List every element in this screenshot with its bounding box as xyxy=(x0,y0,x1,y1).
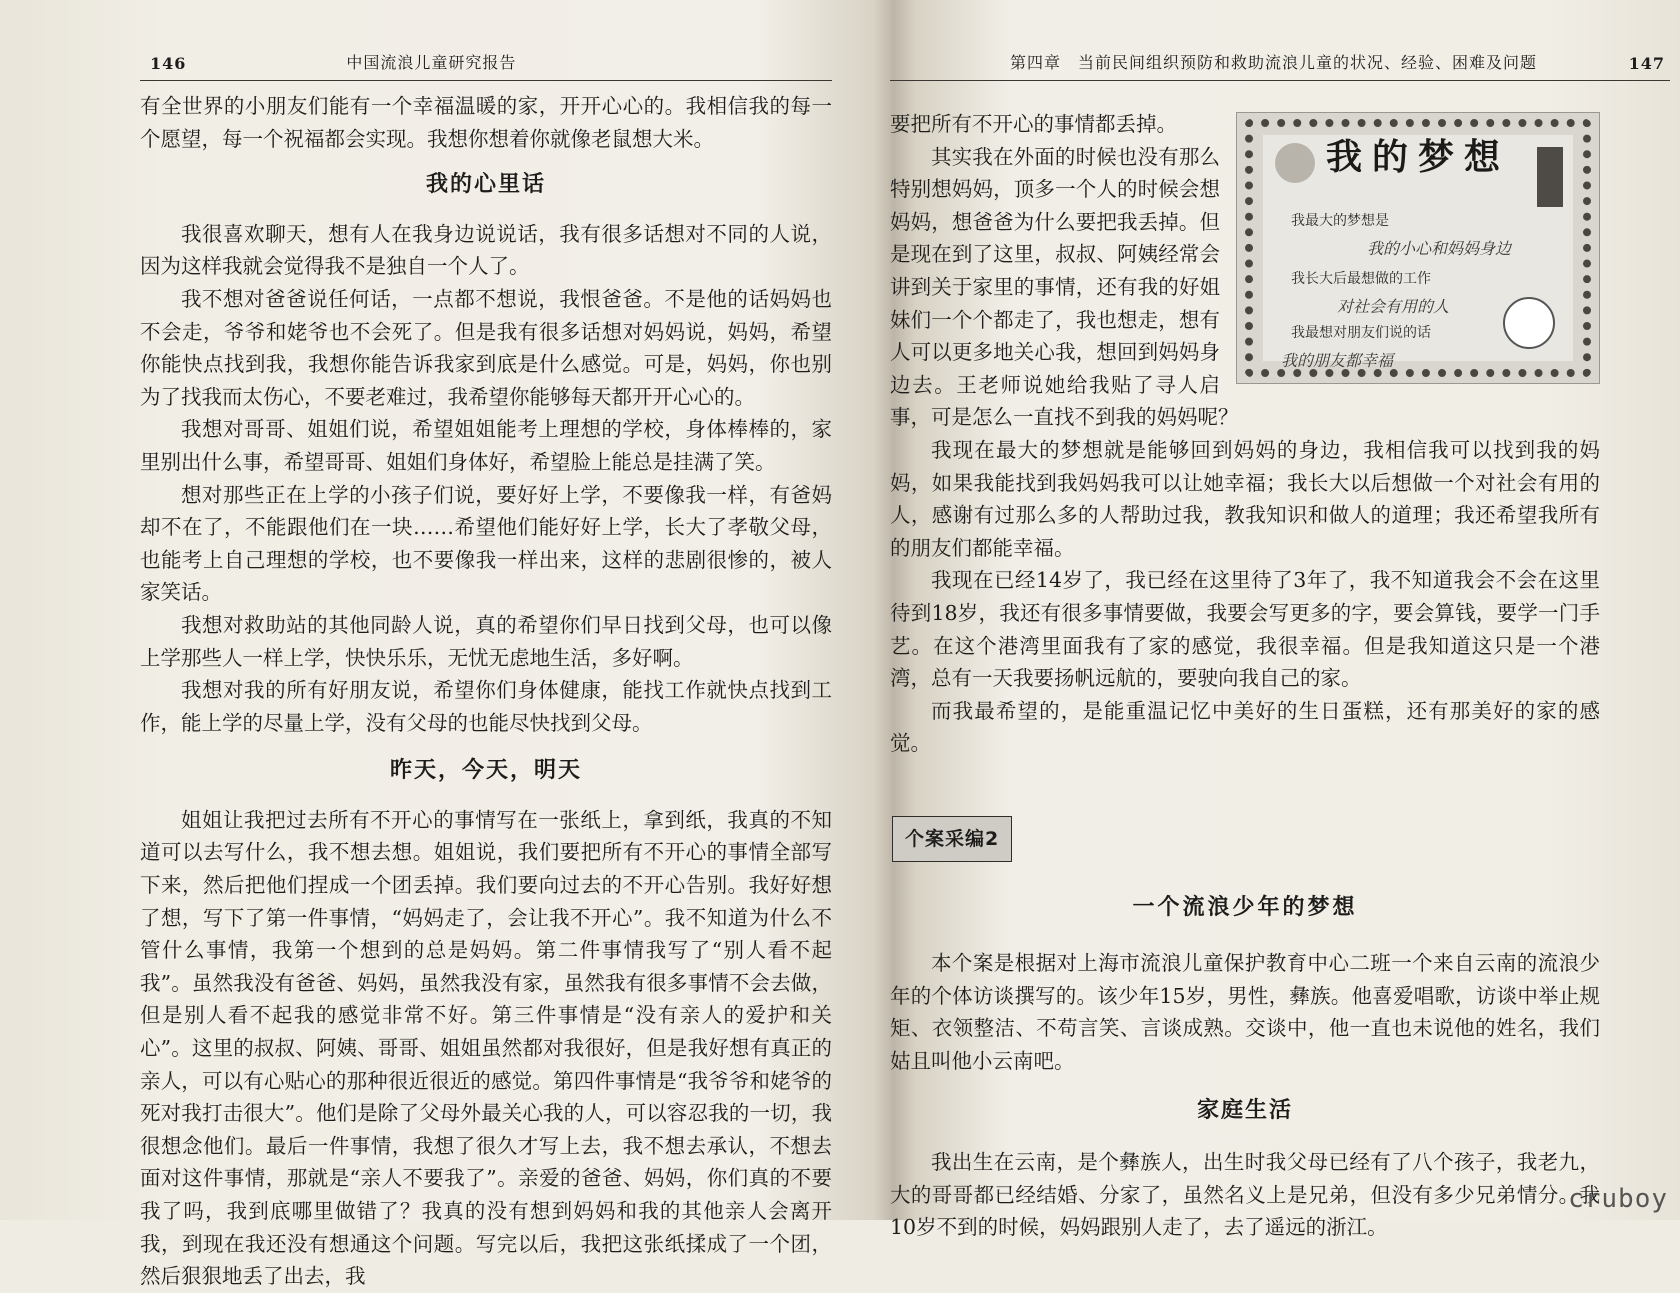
text-with-figure xyxy=(890,108,1600,434)
section-heading-1: 我的心里话 xyxy=(425,172,546,198)
dream-card-title: 我的梦想 xyxy=(1325,136,1510,178)
case-title: 一个流浪少年的梦想 xyxy=(1132,895,1358,921)
paragraph: 我不想对爸爸说任何话，一点都不想说，我恨爸爸。不是他的话妈妈也不会走，爷爷和姥爷也不会死了。但是我有很多话想对妈妈说，妈妈，希望你能快点找到我，我想你能告诉我家到底是什么感觉。可是，妈妈，你也别为了找我而太伤心，不要老难过，我希望你能够每天都开开心心的。 xyxy=(140,286,832,409)
left-body-text xyxy=(140,90,832,1293)
left-opening-paragraph: 有全世界的小朋友们能有一个幸福温暖的家，开开心心的。我相信我的每一个愿望，每一个祝福都会实现。我想你想着你就像老鼠想大米。 xyxy=(140,94,832,151)
paragraph: 姐姐让我把过去所有不开心的事情写在一张纸上，拿到纸，我真的不知道可以去写什么，我不想去想。姐姐说，我们要把所有不开心的事情全部写下来，然后把他们捏成一个团丢掉。我们要向过去的不开心告别。我好好想了想，写下了第一件事情，“妈妈走了，会让我不开心”。我不知道为什么不管什么事情，我第一个想到的总是妈妈。第二件事情我写了“别人看不起我”。虽然我没有爸爸、妈妈，虽然我没有家，虽然我有很多事情不会去做，但是别人看不起我的感觉非常不好。第三件事情是“没有亲人的爱护和关心”。这里的叔叔、阿姨、哥哥、姐姐虽然都对我很好，但是我好想有真正的亲人，可以有心贴心的那种很近很近的感觉。第四件事情是“我爷爷和姥爷的死对我打击很大”。他们是除了父母外最关心我的人，可以容忍我的一切，我很想念他们。最后一件事情，我想了很久才写上去，我不想去承认，不想去面对这件事情，那就是“亲人不要我了”。亲爱的爸爸、妈妈，你们真的不要我了吗，我到底哪里做错了？我真的没有想到妈妈和我的其他亲人会离开我，到现在我还没有想通这个问题。写完以后，我把这张纸揉成了一个团，然后狠狠地丢了出去，我 xyxy=(140,807,832,1289)
paragraph: 我现在已经14岁了，我已经在这里待了3年了，我不知道我会不会在这里待到18岁，我还有很多事情要做，我要会写更多的字，要会算钱，要学一门手艺。在这个港湾里面我有了家的感觉，我很幸福。但是我知道这只是一个港湾，总有一天我要扬帆远航的，要驶向我自己的家。 xyxy=(890,568,1600,691)
paragraph: 我出生在云南，是个彝族人，出生时我父母已经有了八个孩子，我老九，大的哥哥都已经结婚、分家了，虽然名义上是兄弟，但没有多少兄弟情分。我10岁不到的时候，妈妈跟别人走了，去了遥远的浙江。 xyxy=(890,1150,1600,1240)
paragraph: 其实我在外面的时候也没有那么特别想妈妈，顶多一个人的时候会想妈妈，想爸爸为什么要把我丢掉。但是现在到了这里，叔叔、阿姨经常会讲到关于家里的事情，还有我的好姐妹们一个个都走了，我也想走，想有人可以更多地关心我，想回到妈妈身边去。王老师说她给我贴了寻人启事，可是怎么一直找不到我的妈妈呢？ xyxy=(890,144,1239,430)
left-running-head xyxy=(150,50,830,73)
right-running-title: 第四章 当前民间组织预防和救助流浪儿童的状况、经验、困难及问题 xyxy=(1010,53,1538,72)
card-line: 我长大后最想做的工作 xyxy=(1291,271,1431,287)
left-running-title: 中国流浪儿童研究报告 xyxy=(346,53,517,72)
case-label-box: 个案采编2 xyxy=(892,816,1012,863)
cartoon-dog-icon xyxy=(1503,297,1555,349)
section-heading-family: 家庭生活 xyxy=(1196,1098,1293,1124)
right-header-rule xyxy=(890,80,1670,81)
paragraph: 我想对我的所有好朋友说，希望你们身体健康，能找工作就快点找到工作，能上学的尽量上学，没有父母的也能尽快找到父母。 xyxy=(140,678,832,735)
right-page-number: 147 xyxy=(1628,54,1665,73)
paragraph: 想对那些正在上学的小孩子们说，要好好上学，不要像我一样，有爸妈却不在了，不能跟他们在一块……希望他们能好好上学，长大了孝敬父母，也能考上自己理想的学校，也不要像我一样出来，这样的悲剧很惨的，被人家笑话。 xyxy=(140,482,832,605)
paragraph: 我现在最大的梦想就是能够回到妈妈的身边，我相信我可以找到我的妈妈，如果我能找到我妈妈我可以让她幸福；我长大以后想做一个对社会有用的人，感谢有过那么多的人帮助过我，教我知识和做人的道理；我还希望我所有的朋友们都能幸福。 xyxy=(890,437,1600,560)
dream-card-figure xyxy=(1236,112,1600,384)
right-body-text xyxy=(890,108,1600,1244)
paragraph: 而我最希望的，是能重温记忆中美好的生日蛋糕，还有那美好的家的感觉。 xyxy=(890,698,1600,756)
right-opening-paragraph: 要把所有不开心的事情都丢掉。 xyxy=(890,112,1177,136)
paragraph: 我很喜欢聊天，想有人在我身边说说话，我有很多话想对不同的人说，因为这样我就会觉得我不是独自一个人了。 xyxy=(140,221,832,279)
paragraph: 本个案是根据对上海市流浪儿童保护教育中心二班一个来自云南的流浪少年的个体访谈撰写的。该少年15岁，男性，彝族。他喜爱唱歌，访谈中举止规矩、衣领整洁、不苟言笑、言谈成熟。交谈中，他一直也未说他的姓名，我们姑且叫他小云南吧。 xyxy=(890,951,1600,1073)
card-line: 我最想对朋友们说的话 xyxy=(1291,325,1431,341)
paragraph: 我想对哥哥、姐姐们说，希望姐姐能考上理想的学校，身体棒棒的，家里别出什么事，希望哥哥、姐姐们身体好，希望脸上能总是挂满了笑。 xyxy=(140,417,832,474)
left-header-rule xyxy=(140,80,832,81)
section-heading-2: 昨天，今天，明天 xyxy=(389,758,582,784)
left-page-number: 146 xyxy=(150,54,187,73)
right-page xyxy=(890,0,1680,1240)
right-running-head xyxy=(1010,50,1665,73)
card-line: 我最大的梦想是 xyxy=(1291,213,1389,229)
watermark: cruboy xyxy=(1568,1184,1668,1214)
card-handwriting: 我的小心和妈妈身边 xyxy=(1367,239,1512,258)
paragraph: 我想对救助站的其他同龄人说，真的希望你们早日找到父母，也可以像上学那些人一样上学，快快乐乐，无忧无虑地生活，多好啊。 xyxy=(140,612,832,670)
card-handwriting: 我的朋友都幸福 xyxy=(1281,351,1394,370)
card-handwriting: 对社会有用的人 xyxy=(1337,297,1450,316)
